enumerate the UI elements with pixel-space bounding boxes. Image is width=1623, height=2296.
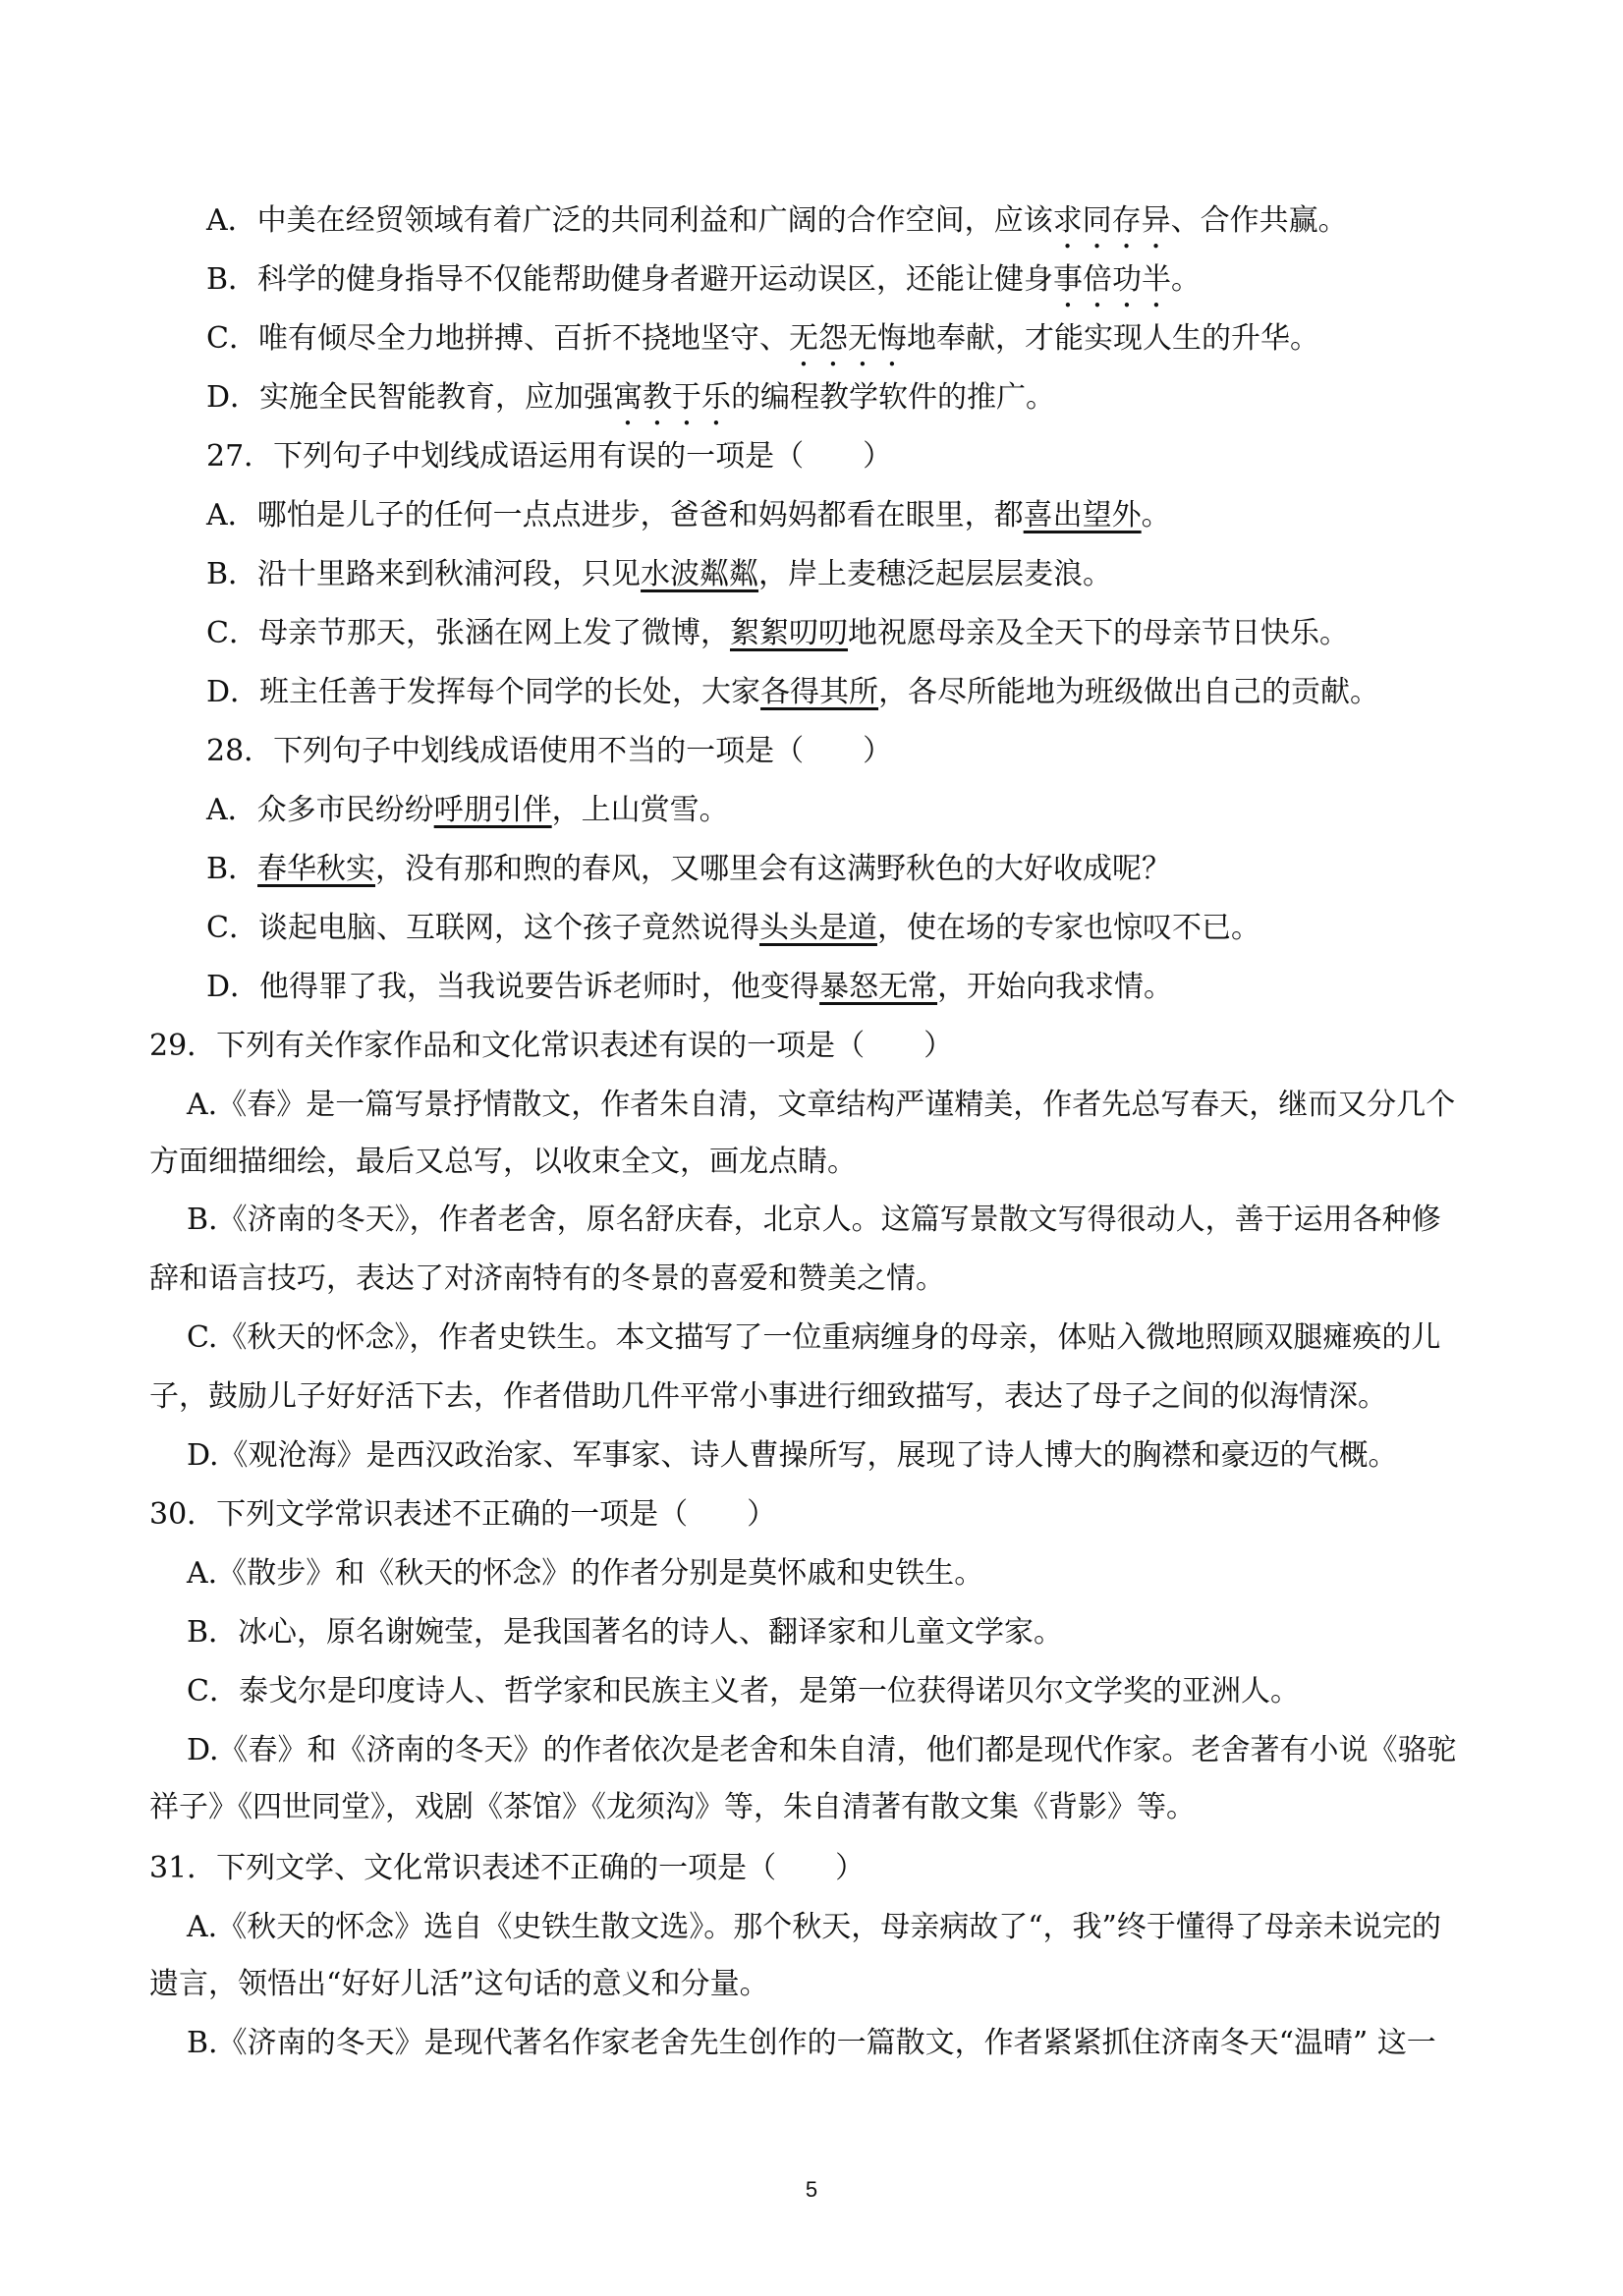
text-segment: D.《观沧海》是西汉政治家、军事家、诗人曹操所写，展现了诗人博大的胸襟和豪迈的气概。 xyxy=(187,1438,1398,1473)
text-segment: B．科学的健身指导不仅能帮助健身者避开运动误区，还能让健身 xyxy=(206,262,1054,297)
text-line xyxy=(149,1849,865,1888)
text-segment: 28．下列句子中划线成语使用不当的一项是（ ） xyxy=(206,734,893,768)
text-line xyxy=(206,260,1201,314)
text-line xyxy=(206,555,1112,594)
text-segment: B．冰心，原名谢婉莹，是我国著名的诗人、翻译家和儿童文学家。 xyxy=(187,1615,1064,1650)
text-segment: D．实施全民智能教育，应加强 xyxy=(206,380,614,415)
text-line xyxy=(206,496,1171,535)
text-segment: 遗言，领悟出“好好儿活”这句话的意义和分量。 xyxy=(149,1967,769,2001)
text-line xyxy=(149,1788,1196,1827)
text-segment: ，开始向我求情。 xyxy=(937,970,1174,1004)
text-segment: 27．下列句子中划线成语运用有误的一项是（ ） xyxy=(206,439,893,474)
underlined-idiom: 各得其所 xyxy=(760,675,879,709)
text-segment: 子，鼓励儿子好好活下去，作者借助几件平常小事进行细致描写，表达了母子之间的似海情深。 xyxy=(149,1379,1387,1414)
text-segment: A．哪怕是儿子的任何一点点进步，爸爸和妈妈都看在眼里，都 xyxy=(206,498,1024,532)
text-segment: 31．下列文学、文化常识表述不正确的一项是（ ） xyxy=(149,1851,866,1885)
dotted-idiom: 事倍功半 xyxy=(1053,262,1172,297)
text-line xyxy=(187,1201,1441,1240)
text-line xyxy=(206,909,1260,948)
text-line xyxy=(149,1143,857,1182)
text-segment: 29．下列有关作家作品和文化常识表述有误的一项是（ ） xyxy=(149,1029,954,1063)
text-line xyxy=(187,1086,1455,1125)
text-line xyxy=(187,1731,1457,1770)
text-segment: ，使在场的专家也惊叹不已。 xyxy=(876,911,1260,945)
text-line xyxy=(206,850,1171,889)
text-line xyxy=(187,1908,1441,1947)
text-line xyxy=(149,1027,953,1066)
text-line xyxy=(206,201,1348,255)
text-segment: 祥子》《四世同堂》，戏剧《茶馆》《龙须沟》等，朱自清著有散文集《背影》等。 xyxy=(149,1790,1196,1824)
text-line xyxy=(187,1613,1063,1652)
text-segment: A.《秋天的怀念》选自《史铁生散文选》。那个秋天，母亲病故了“，我”终于懂得了母亲未说完的 xyxy=(187,1910,1441,1944)
text-line xyxy=(206,791,729,830)
text-line xyxy=(206,732,892,771)
text-line xyxy=(187,1554,983,1594)
text-segment: C．母亲节那天，张涵在网上发了微博， xyxy=(206,616,730,650)
text-segment: 、合作共赢。 xyxy=(1170,203,1348,238)
text-line xyxy=(149,1377,1387,1417)
text-segment: 30．下列文学常识表述不正确的一项是（ ） xyxy=(149,1497,777,1532)
text-segment: 方面细描细绘，最后又总写，以收束全文，画龙点睛。 xyxy=(149,1145,857,1179)
text-segment: D.《春》和《济南的冬天》的作者依次是老舍和朱自清，他们都是现代作家。老舍著有小说《骆驼 xyxy=(187,1733,1457,1767)
text-segment: D．他得罪了我，当我说要告诉老师时，他变得 xyxy=(206,970,820,1004)
text-segment: 。 xyxy=(1171,262,1202,297)
text-line xyxy=(206,319,1319,373)
text-line xyxy=(187,1436,1398,1476)
text-segment: B.《济南的冬天》是现代著名作家老舍先生创作的一篇散文，作者紧紧抓住济南冬天“温晴” 这一 xyxy=(187,2026,1436,2060)
dotted-idiom: 寓教于乐 xyxy=(613,380,732,415)
text-segment: C．谈起电脑、互联网，这个孩子竟然说得 xyxy=(206,911,759,945)
text-segment: 。 xyxy=(1141,498,1171,532)
text-line xyxy=(187,1672,1300,1711)
text-line xyxy=(149,1260,945,1299)
text-segment: A．中美在经贸领域有着广泛的共同利益和广阔的合作空间，应该 xyxy=(206,203,1053,238)
text-line xyxy=(206,968,1173,1007)
text-line xyxy=(206,614,1349,653)
underlined-idiom: 暴怒无常 xyxy=(819,970,938,1004)
underlined-idiom: 水波粼粼 xyxy=(641,557,759,591)
text-line xyxy=(149,1965,769,2004)
text-segment: 地祝愿母亲及全天下的母亲节日快乐。 xyxy=(847,616,1349,650)
text-line xyxy=(206,437,892,476)
dotted-idiom: 无怨无悔 xyxy=(788,321,907,356)
underlined-idiom: 春华秋实 xyxy=(257,852,376,886)
text-segment: C.《秋天的怀念》，作者史铁生。本文描写了一位重病缠身的母亲，体贴入微地照顾双腿瘫痪的儿 xyxy=(187,1320,1441,1355)
text-segment: 地奉献，才能实现人生的升华。 xyxy=(906,321,1319,356)
text-segment: 辞和语言技巧，表达了对济南特有的冬景的喜爱和赞美之情。 xyxy=(149,1261,945,1296)
text-line xyxy=(149,1495,776,1535)
text-line xyxy=(206,378,1055,432)
text-segment: A.《散步》和《秋天的怀念》的作者分别是莫怀戚和史铁生。 xyxy=(187,1556,984,1591)
text-line xyxy=(187,1318,1440,1358)
text-segment: ，上山赏雪。 xyxy=(551,793,729,827)
text-segment: B.《济南的冬天》，作者老舍，原名舒庆春，北京人。这篇写景散文写得很动人，善于运用各种修 xyxy=(187,1203,1441,1237)
underlined-idiom: 呼朋引伴 xyxy=(433,793,552,827)
text-segment: ，岸上麦穗泛起层层麦浪。 xyxy=(758,557,1113,591)
text-segment: B．沿十里路来到秋浦河段，只见 xyxy=(206,557,642,591)
text-segment: 的编程教学软件的推广。 xyxy=(731,380,1056,415)
text-segment: C．唯有倾尽全力地拼搏、百折不挠地坚守、 xyxy=(206,321,789,356)
underlined-idiom: 头头是道 xyxy=(758,911,877,945)
text-segment: ，各尽所能地为班级做出自己的贡献。 xyxy=(878,675,1380,709)
underlined-idiom: 絮絮叨叨 xyxy=(729,616,848,650)
dotted-idiom: 求同存异 xyxy=(1052,203,1171,238)
text-segment: ，没有那和煦的春风，又哪里会有这满野秋色的大好收成呢？ xyxy=(375,852,1172,886)
text-line xyxy=(206,673,1379,712)
text-segment: A.《春》是一篇写景抒情散文，作者朱自清，文章结构严谨精美，作者先总写春天，继而又分几个 xyxy=(187,1088,1456,1122)
text-segment: D．班主任善于发挥每个同学的长处，大家 xyxy=(206,675,761,709)
text-segment: C．泰戈尔是印度诗人、哲学家和民族主义者，是第一位获得诺贝尔文学奖的亚洲人。 xyxy=(187,1674,1300,1708)
underlined-idiom: 喜出望外 xyxy=(1023,498,1142,532)
page-number: 5 xyxy=(805,2177,818,2202)
text-segment: A．众多市民纷纷 xyxy=(206,793,434,827)
text-segment: B． xyxy=(206,852,258,886)
text-line xyxy=(187,2024,1436,2063)
